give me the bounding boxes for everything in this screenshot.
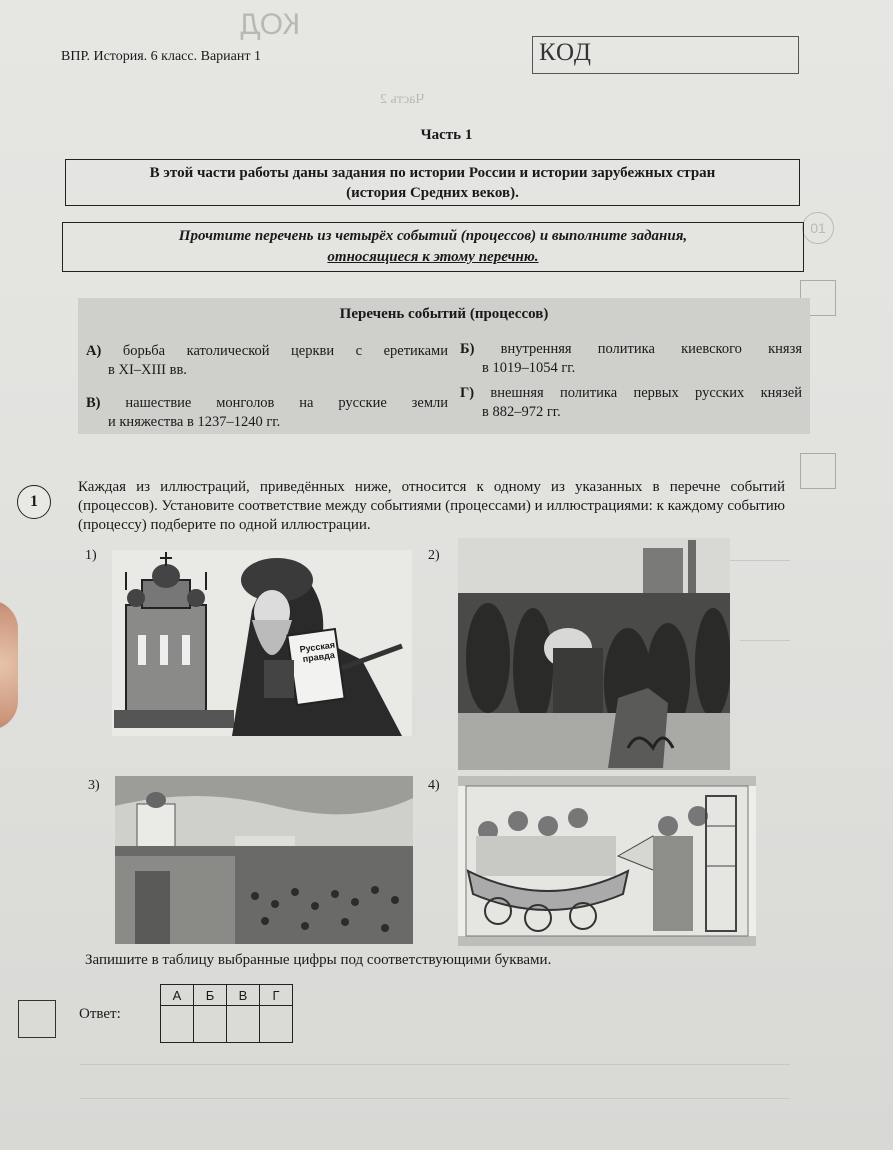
illustration-3 <box>115 776 413 944</box>
event-b-line1: внутренняя политика киевского князя <box>500 341 802 357</box>
finger <box>0 600 18 730</box>
answer-cell-g[interactable] <box>260 1006 293 1043</box>
event-v-line1: нашествие монголов на русские земли <box>125 395 449 411</box>
illustration-4 <box>458 776 756 946</box>
answer-header-v: В <box>227 985 260 1006</box>
task-text: Каждая из иллюстраций, приведённых ниже, относится к одному из указанных в перечне событий (процессов). Установите соответствие между событиями (процессами) и иллюстрациями: к каждому событию (процессу) подберите по одной иллюстрации. <box>78 479 785 533</box>
book-title: Русская правда <box>299 639 336 665</box>
event-g <box>460 384 802 422</box>
score-box <box>18 1000 56 1038</box>
event-a <box>86 342 448 380</box>
events-list <box>78 298 810 434</box>
score-box-faint <box>800 453 836 489</box>
illustration-label-1: 1) <box>85 548 97 563</box>
illustration-label-3: 3) <box>88 778 100 793</box>
illustration-2 <box>458 538 730 770</box>
events-title: Перечень событий (процессов) <box>339 306 549 322</box>
bleed-through-part2: Часть 2 <box>380 92 425 107</box>
ruled-line <box>740 640 790 641</box>
illustration-label-4: 4) <box>428 778 440 793</box>
event-v <box>86 394 448 432</box>
illustration-label-2: 2) <box>428 548 440 563</box>
instruction-line-1: Прочтите перечень из четырёх событий (процессов) и выполните задания, <box>178 228 688 244</box>
intro-box <box>65 159 800 206</box>
task-number: 1 <box>17 485 51 519</box>
ruled-line <box>80 1098 790 1099</box>
intro-line-1: В этой части работы даны задания по истории России и истории зарубежных стран <box>149 165 716 181</box>
ruled-line <box>80 1064 790 1065</box>
bleed-through-code: КОД <box>240 8 301 41</box>
answer-header-g: Г <box>260 985 293 1006</box>
bleed-through-number: 01 <box>802 212 834 244</box>
event-a-line1: борьба католической церкви с еретиками <box>122 343 448 359</box>
event-g-line2: в 882–972 гг. <box>482 404 561 420</box>
event-a-letter: А) <box>86 343 102 359</box>
event-a-line2: в XI–XIII вв. <box>108 362 187 378</box>
instruction-line-2: относящиеся к этому перечню. <box>327 249 539 265</box>
illustration-1 <box>112 550 412 736</box>
answer-table <box>160 984 293 1043</box>
event-v-line2: и княжества в 1237–1240 гг. <box>108 414 281 430</box>
answer-cell-v[interactable] <box>227 1006 260 1043</box>
event-b <box>460 340 802 378</box>
answer-label: Ответ: <box>79 1006 121 1022</box>
event-g-letter: Г) <box>460 385 475 401</box>
event-b-line2: в 1019–1054 гг. <box>482 360 576 376</box>
intro-line-2: (история Средних веков). <box>346 185 519 201</box>
part-title: Часть 1 <box>420 127 473 143</box>
instruction-box <box>62 222 804 272</box>
code-field[interactable] <box>532 36 799 74</box>
event-b-letter: Б) <box>460 341 475 357</box>
page-header: ВПР. История. 6 класс. Вариант 1 <box>61 49 261 64</box>
event-g-line1: внешняя политика первых русских князей <box>490 385 802 401</box>
code-label: КОД <box>539 39 592 66</box>
answer-header-b: Б <box>194 985 227 1006</box>
table-instruction: Запишите в таблицу выбранные цифры под соответствующими буквами. <box>85 952 552 968</box>
answer-header-a: А <box>161 985 194 1006</box>
event-v-letter: В) <box>86 395 101 411</box>
answer-cell-b[interactable] <box>194 1006 227 1043</box>
answer-cell-a[interactable] <box>161 1006 194 1043</box>
